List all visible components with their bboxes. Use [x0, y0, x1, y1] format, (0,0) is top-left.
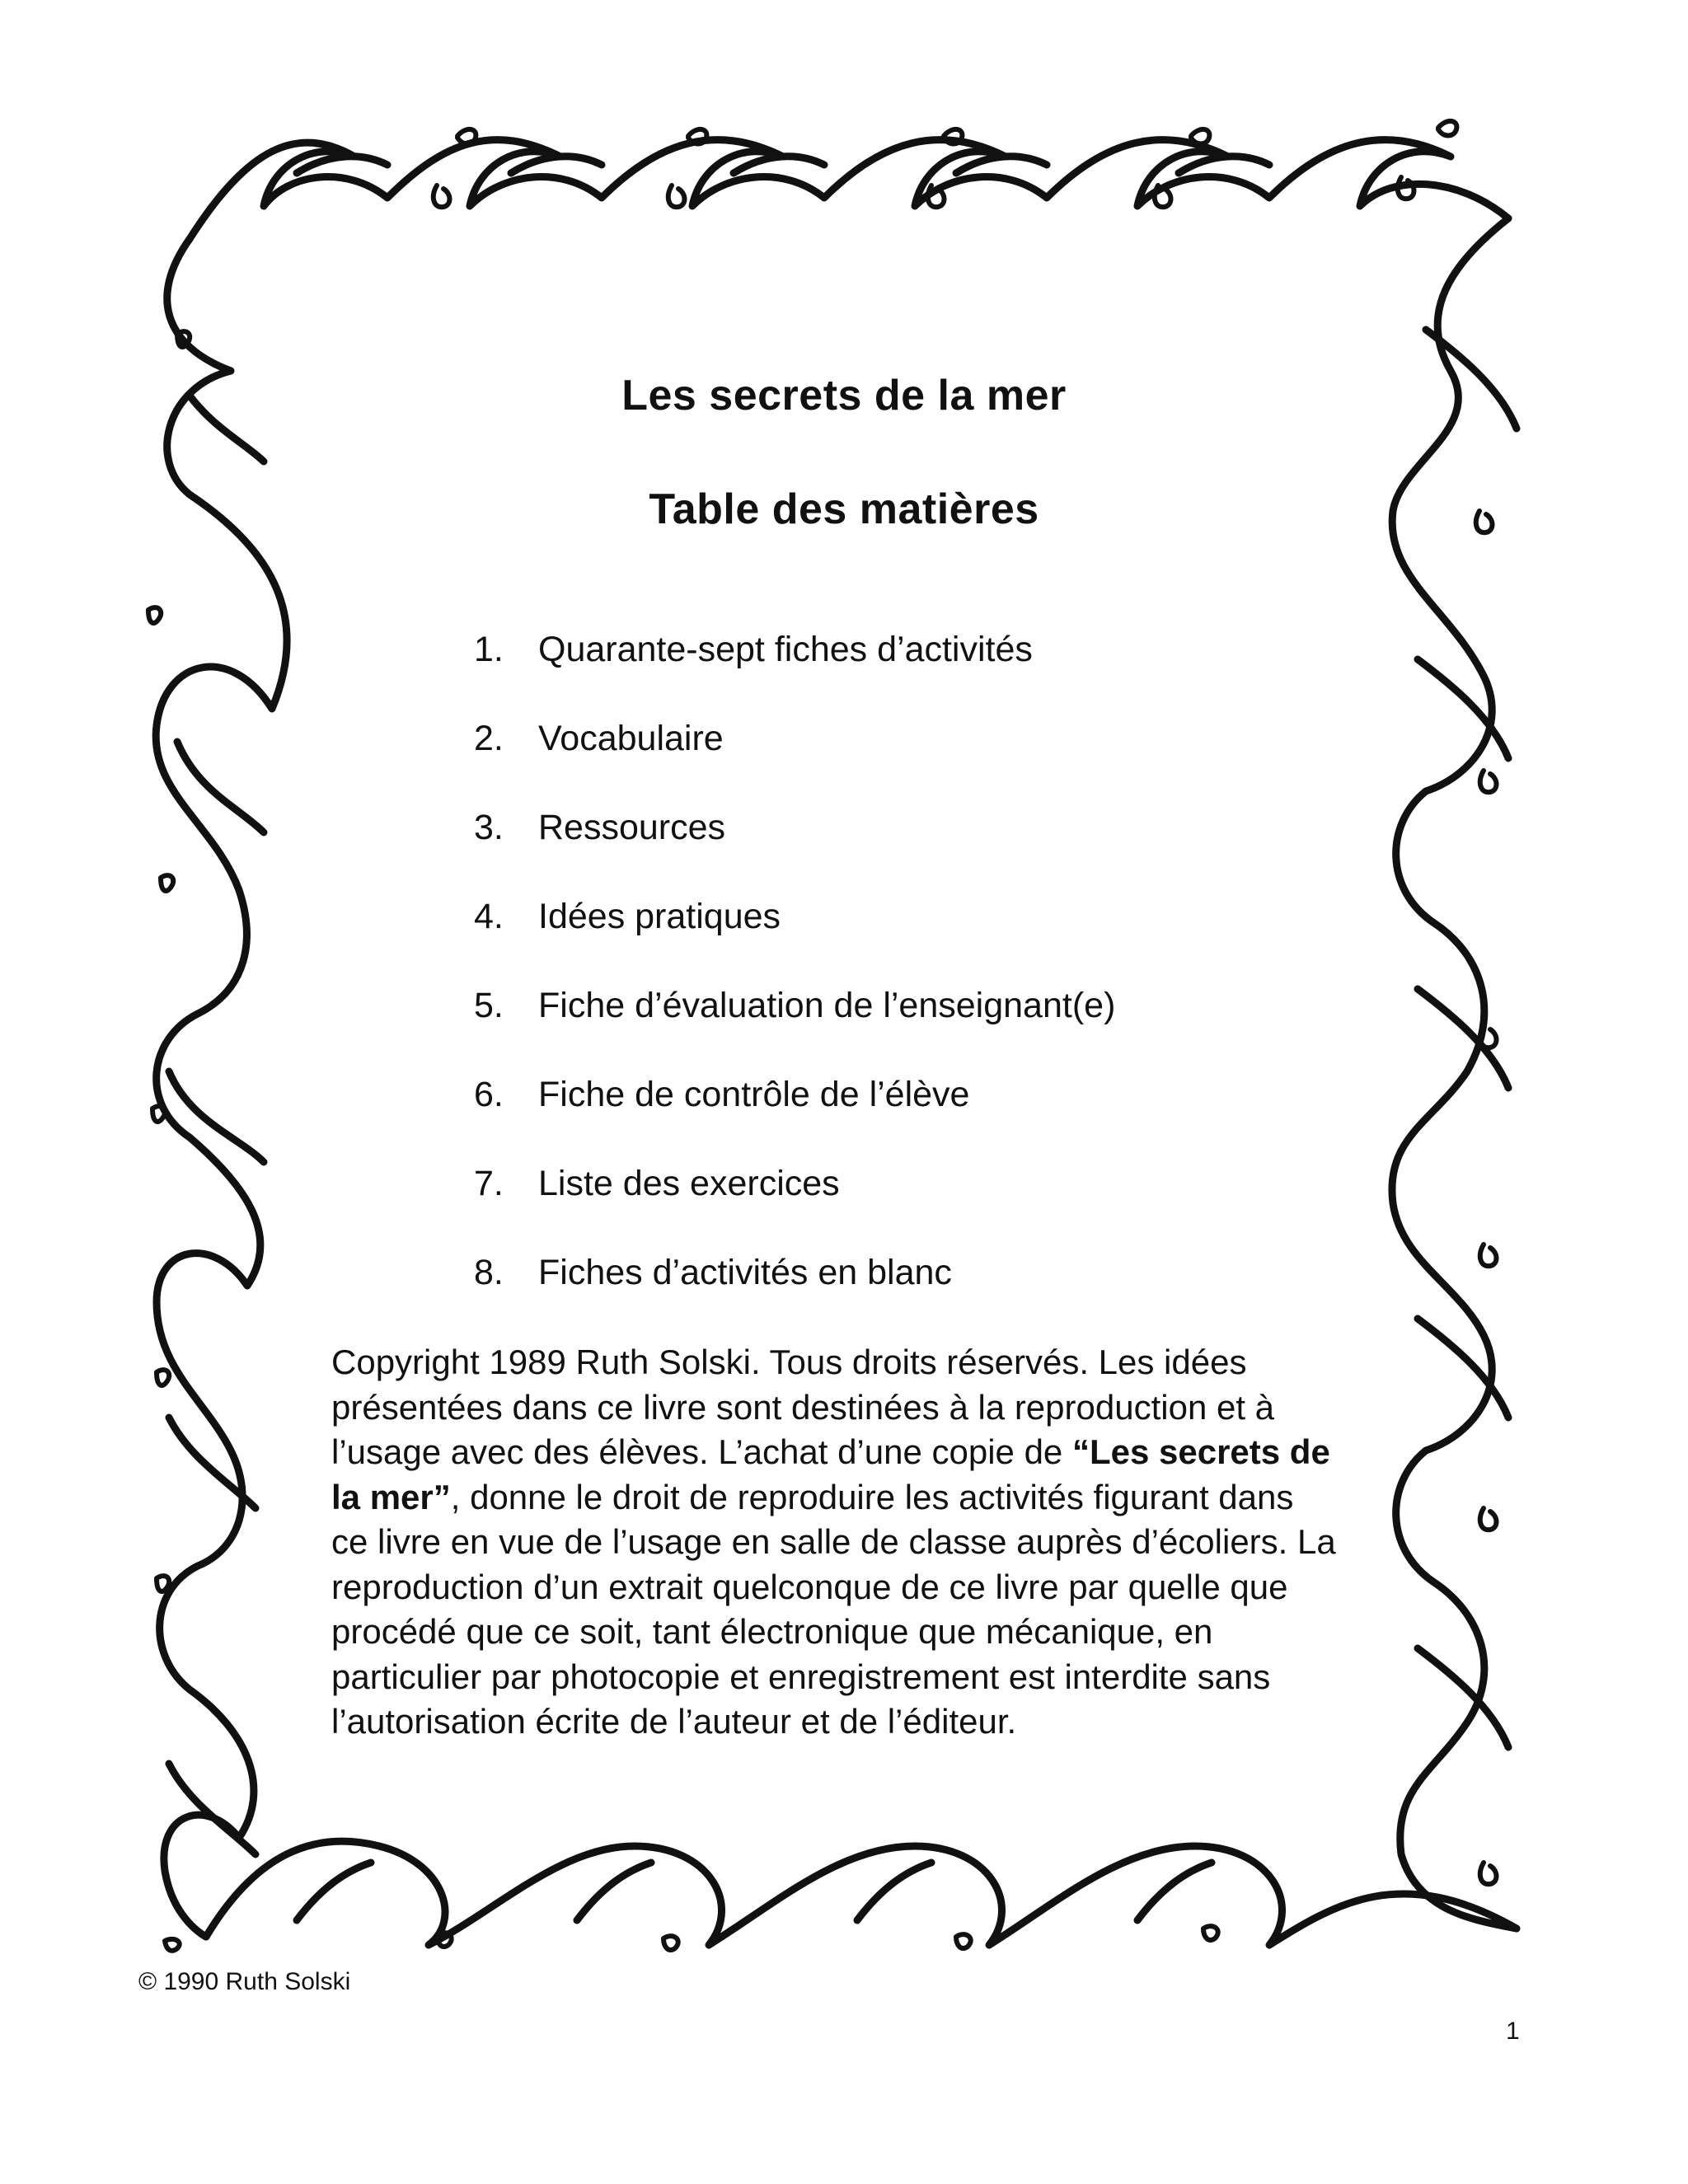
copyright-text-end: , donne le droit de reproduire les activités figurant dans ce livre en vue de l’usage en salle de classe auprès d’écoliers. La reproduction d’un extrait quelconque de ce livre par quelle que procédé que ce soit, tant électronique que mécanique, en particulier par photocopie et enregistrement est interdite sans l’autorisation écrite de l’auteur et de l’éditeur.	[331, 1477, 1336, 1741]
page-number: 1	[1506, 2018, 1520, 2045]
copyright-book-title: “Les secrets de la mer”	[331, 1432, 1330, 1516]
toc-item-number: 2.	[474, 719, 504, 758]
toc-item-number: 6.	[474, 1075, 504, 1114]
toc-item	[474, 893, 1115, 982]
copyright-text-start: Copyright 1989 Ruth Solski. Tous droits réservés. Les idées présentées dans ce livre sont destinées à la reproduction et à l’usage avec des élèves. L’achat d’une copie de	[331, 1343, 1275, 1471]
toc-item-label: Fiche d’évaluation de l’enseignant(e)	[538, 986, 1116, 1025]
toc-item-number: 8.	[474, 1253, 504, 1292]
toc-item-number: 3.	[474, 808, 504, 847]
toc-item-label: Fiche de contrôle de l’élève	[538, 1075, 970, 1114]
table-of-contents	[474, 626, 1115, 1338]
toc-heading: Table des matières	[649, 485, 1039, 533]
toc-item	[474, 1160, 1115, 1249]
toc-item	[474, 804, 1115, 893]
document-title: Les secrets de la mer	[621, 372, 1067, 419]
toc-item-label: Ressources	[538, 808, 726, 847]
toc-item-number: 4.	[474, 897, 504, 936]
footer-copyright: © 1990 Ruth Solski	[138, 1968, 351, 1995]
toc-item	[474, 715, 1115, 804]
toc-item	[474, 626, 1115, 715]
toc-item-label: Liste des exercices	[538, 1164, 840, 1203]
toc-item	[474, 982, 1115, 1071]
toc-item-number: 5.	[474, 986, 504, 1025]
toc-item-number: 1.	[474, 630, 504, 669]
toc-item-label: Idées pratiques	[538, 897, 781, 936]
toc-item-number: 7.	[474, 1164, 504, 1203]
toc-item	[474, 1249, 1115, 1338]
toc-item-label: Vocabulaire	[538, 719, 724, 758]
toc-item-label: Fiches d’activités en blanc	[538, 1253, 952, 1292]
toc-item-label: Quarante-sept fiches d’activités	[538, 630, 1033, 669]
copyright-paragraph	[331, 1340, 1337, 1745]
toc-item	[474, 1071, 1115, 1160]
